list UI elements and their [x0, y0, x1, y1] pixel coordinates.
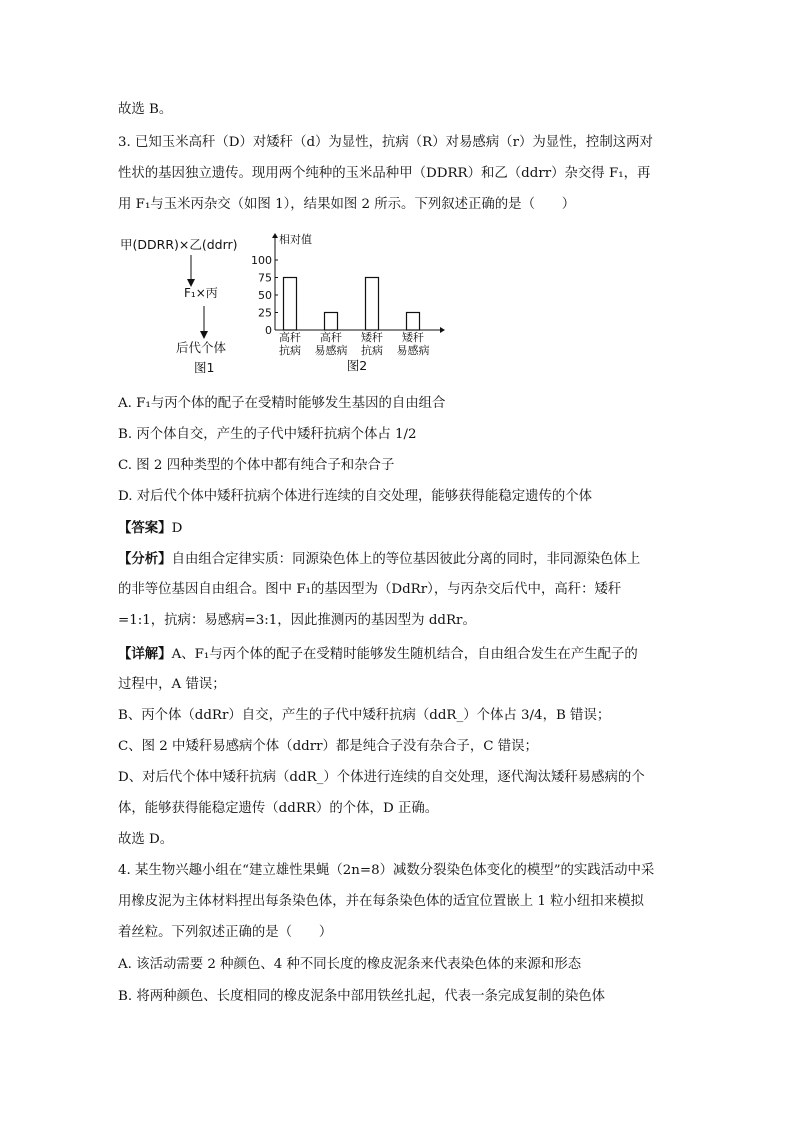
x-tick-label: 矮秆 — [402, 331, 424, 344]
y-axis-label: 相对值 — [279, 233, 312, 246]
detail-line: 体，能够获得能稳定遗传（ddRR）的个体，D 正确。 — [118, 801, 439, 816]
question-4-line: 用橡皮泥为主体材料捏出每条染色体，并在每条染色体的适宜位置嵌上 1 粒小纽扣来模拟 — [118, 894, 644, 909]
detail-line: D、对后代个体中矮秆抗病（ddR_）个体进行连续的自交处理，逐代淘汰矮秆易感病的个 — [118, 770, 645, 785]
question-3-line: 性状的基因独立遗传。现用两个纯种的玉米品种甲（DDRR）和乙（ddrr）杂交得 F₁，再 — [118, 166, 651, 181]
analysis-text: 自由组合定律实质：同源染色体上的等位基因彼此分离的同时，非同源染色体上 — [171, 552, 641, 567]
bar — [407, 313, 420, 331]
detail-text: A、F₁与丙个体的配子在受精时能够发生随机结合，自由组合发生在产生配子的 — [171, 647, 638, 662]
y-tick-label: 100 — [251, 254, 272, 267]
x-tick-label: 抗病 — [279, 344, 301, 357]
analysis-tag: 【分析】 — [118, 551, 172, 567]
answer-value: D — [171, 521, 183, 536]
x-tick-label: 高秆 — [320, 331, 342, 344]
detail-line — [118, 644, 638, 665]
text-line: 故选 D。 — [118, 832, 174, 847]
x-tick-label: 易感病 — [396, 344, 430, 357]
y-tick-label: 50 — [258, 289, 272, 302]
text-line: 故选 B。 — [118, 102, 173, 117]
cross-label: 甲(DDRR)×乙(ddrr) — [120, 237, 238, 252]
option-b: B. 丙个体自交，产生的子代中矮秆抗病个体占 1/2 — [118, 427, 417, 442]
analysis-line: 的非等位基因自由组合。图中 F₁的基因型为（DdRr），与丙杂交后代中，高秆：矮秆 — [118, 582, 622, 597]
x-axis-arrow — [440, 327, 445, 333]
bar — [325, 313, 338, 331]
x-tick-label: 高秆 — [279, 331, 301, 344]
option-d: D. 对后代个体中矮秆抗病个体进行连续的自交处理，能够获得能稳定遗传的个体 — [118, 489, 593, 504]
y-tick-label: 0 — [265, 324, 272, 337]
figure-2-bar-chart — [250, 228, 450, 378]
figure-2-caption: 图2 — [346, 358, 368, 373]
detail-line: C、图 2 中矮秆易感病个体（ddrr）都是纯合子没有杂合子，C 错误； — [118, 739, 538, 754]
offspring-label: 后代个体 — [176, 340, 227, 355]
x-tick-label: 矮秆 — [361, 331, 383, 344]
bar — [284, 278, 297, 331]
figure-1-caption: 图1 — [194, 360, 215, 375]
question-4-line: 着丝粒。下列叙述正确的是（ ） — [118, 925, 333, 940]
f1-cross-label: F₁×丙 — [184, 286, 218, 300]
y-tick-label: 25 — [258, 306, 272, 320]
detail-line: 过程中，A 错误； — [118, 677, 226, 692]
option-a: A. F₁与丙个体的配子在受精时能够发生基因的自由组合 — [118, 396, 446, 411]
analysis-line — [118, 549, 640, 570]
question-4-option-a: A. 该活动需要 2 种颜色、4 种不同长度的橡皮泥条来代表染色体的来源和形态 — [118, 957, 582, 972]
y-tick-label: 75 — [258, 271, 272, 285]
analysis-line: =1:1，抗病：易感病=3:1，因此推测丙的基因型为 ddRr。 — [118, 613, 476, 628]
bar — [366, 278, 379, 331]
detail-line: B、丙个体（ddRr）自交，产生的子代中矮秆抗病（ddR_）个体占 3/4，B 错误； — [118, 708, 611, 723]
answer-tag: 【答案】 — [118, 520, 172, 536]
detail-tag: 【详解】 — [118, 646, 172, 662]
arrow-head — [200, 331, 208, 339]
question-3-line: 3. 已知玉米高秆（D）对矮秆（d）为显性，抗病（R）对易感病（r）为显性，控制这两对 — [118, 135, 653, 150]
question-4-option-b: B. 将两种颜色、长度相同的橡皮泥条中部用铁丝扎起，代表一条完成复制的染色体 — [118, 989, 606, 1004]
y-axis-arrow — [272, 233, 278, 238]
answer-line — [118, 518, 182, 539]
x-tick-label: 易感病 — [314, 344, 348, 357]
question-3-line: 用 F₁与玉米丙杂交（如图 1），结果如图 2 所示。下列叙述正确的是（ ） — [118, 197, 576, 212]
question-4-line: 4. 某生物兴趣小组在“建立雄性果蝇（2n=8）减数分裂染色体变化的模型”的实践活动中采 — [118, 863, 655, 878]
option-c: C. 图 2 四种类型的个体中都有纯合子和杂合子 — [118, 458, 395, 473]
x-tick-label: 抗病 — [361, 344, 383, 357]
